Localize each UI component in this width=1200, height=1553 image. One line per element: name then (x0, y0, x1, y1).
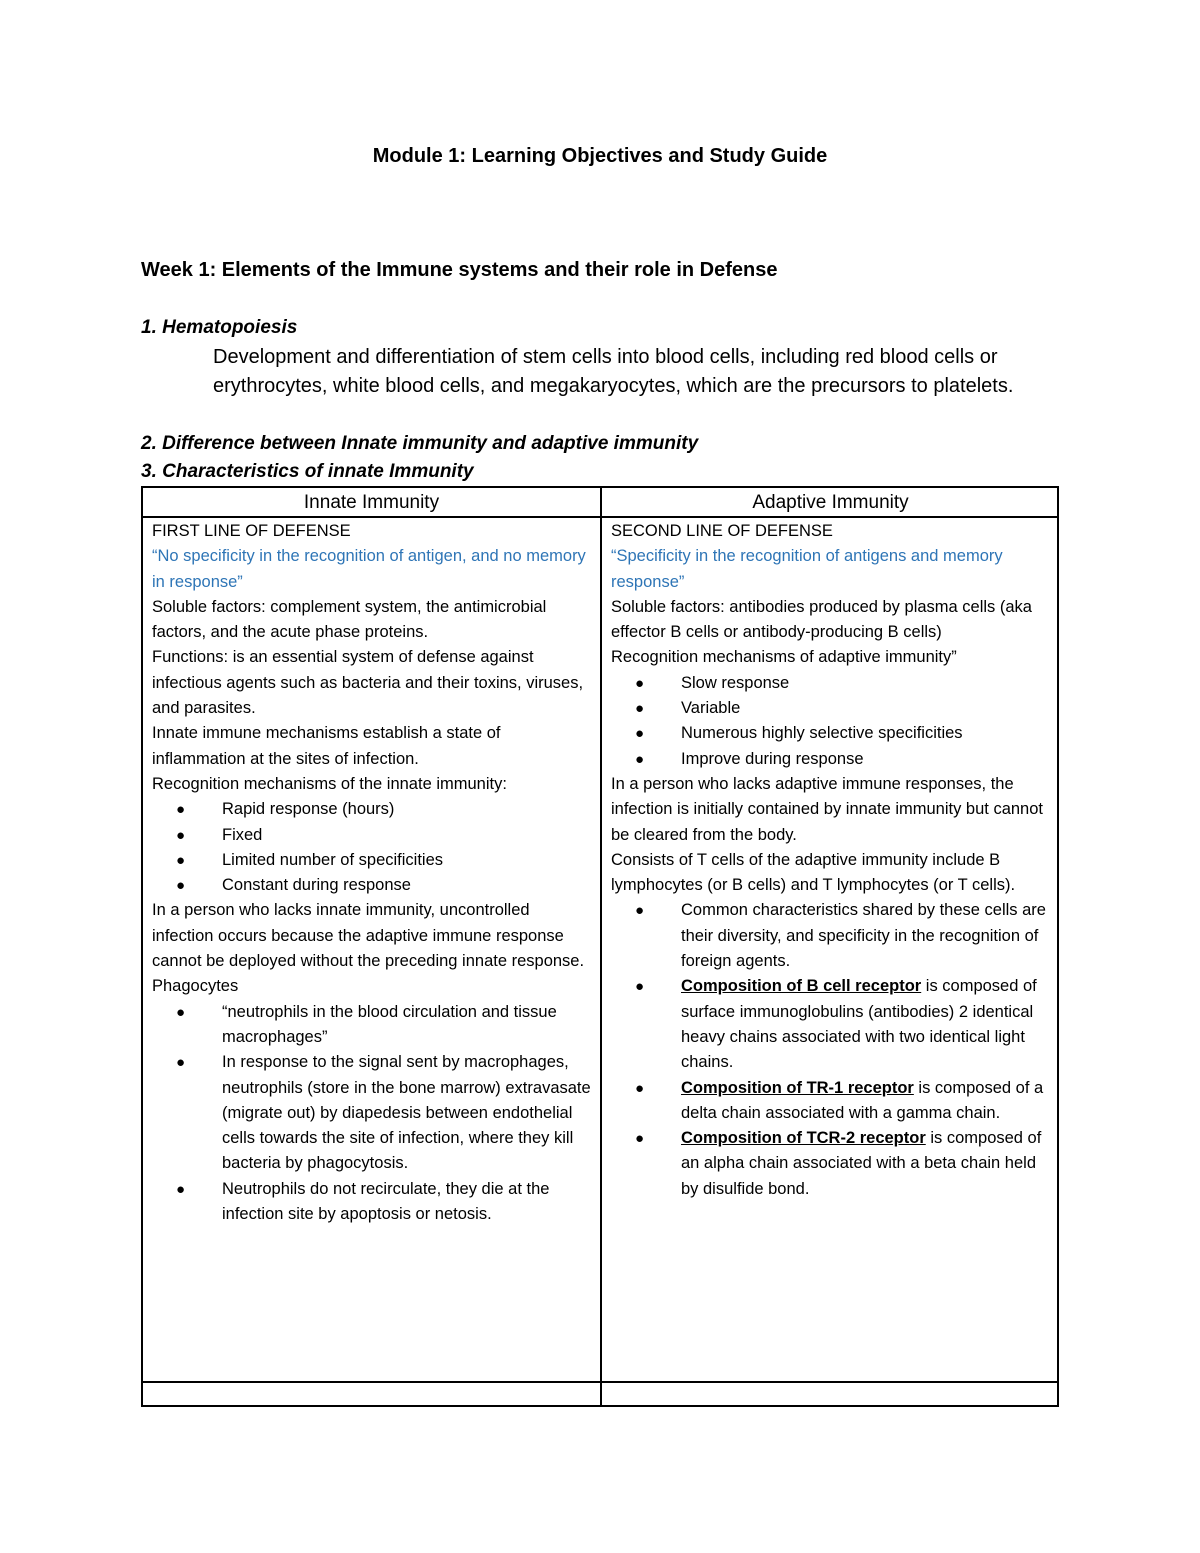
tcr2-label: Composition of TCR-2 receptor (681, 1129, 926, 1148)
innate-inflammation: Innate immune mechanisms establish a state of inflammation at the sites of infection. (152, 724, 501, 768)
bcr-text: is composed of surface immunoglobulins (antibodies) 2 identical heavy chains associated with two identical light chains. (681, 977, 1037, 1072)
adaptive-recognition-heading: Recognition mechanisms of adaptive immunity” (611, 648, 957, 667)
objective-number: 1. (141, 317, 157, 338)
list-item: ● Neutrophils do not recirculate, they die at the infection site by apoptosis or netosis. (152, 1177, 592, 1228)
list-item (611, 1076, 1051, 1127)
footer-row-divider (143, 1381, 1057, 1383)
adaptive-soluble-factors: Soluble factors: antibodies produced by plasma cells (aka effector B cells or antibody-producing B cells) (611, 597, 1032, 642)
adaptive-consists-text: Consists of T cells of the adaptive immunity include B lymphocytes (or B cells) and T lymphocytes (or T cells). (611, 850, 1016, 895)
list-item: ● Numerous highly selective specificities (611, 721, 1051, 746)
objective-label: Characteristics of innate Immunity (162, 461, 474, 482)
bullet-icon: ● (176, 851, 186, 869)
bullet-icon: ● (635, 1130, 645, 1148)
bullet-icon: ● (176, 1054, 186, 1072)
list-item: ● Limited number of specificities (152, 848, 592, 873)
adaptive-lacks-text: In a person who lacks adaptive immune responses, the infection is initially contained by innate immunity but cannot be cleared from the body. (611, 774, 1043, 844)
tr1-label: Composition of TR-1 receptor (681, 1078, 914, 1097)
hematopoiesis-definition: Development and differentiation of stem cells into blood cells, including red blood cells or erythrocytes, white blood cells, and megakaryocytes, which are the precursors to platelets. (213, 346, 1014, 397)
objective-2 (141, 431, 698, 457)
bullet-icon: ● (635, 902, 645, 920)
list-item (611, 1126, 1051, 1202)
column-divider (600, 488, 602, 1405)
innate-recognition-heading: Recognition mechanisms of the innate immunity: (152, 774, 507, 793)
bullet-icon: ● (176, 801, 186, 819)
comparison-table (141, 486, 1059, 1407)
phagocytes-list (152, 1000, 592, 1228)
objective-number: 3. (141, 461, 157, 482)
list-item: ● Constant during response (152, 873, 592, 898)
adaptive-quote: “Specificity in the recognition of antigens and memory response” (611, 547, 1003, 591)
bullet-icon: ● (635, 700, 645, 718)
objective-number: 2. (141, 433, 157, 454)
list-item: ● Variable (611, 696, 1051, 721)
list-item: ● Improve during response (611, 747, 1051, 772)
innate-lacks-text: In a person who lacks innate immunity, uncontrolled infection occurs because the adaptive immune response cannot be deployed without the preceding innate response. (152, 901, 585, 971)
phagocytes-heading: Phagocytes (152, 977, 239, 996)
objective-1 (141, 315, 297, 341)
bullet-icon: ● (176, 877, 186, 895)
bullet-icon: ● (635, 750, 645, 768)
adaptive-immunity-cell (611, 519, 1051, 1202)
list-item: ● Fixed (152, 823, 592, 848)
innate-quote: “No specificity in the recognition of antigen, and no memory in response” (152, 547, 586, 591)
week-heading: Week 1: Elements of the Immune systems and their role in Defense (141, 259, 778, 281)
list-item: ● Slow response (611, 671, 1051, 696)
objective-3 (141, 459, 474, 485)
innate-recognition-list (152, 797, 592, 898)
innate-functions: Functions: is an essential system of defense against infectious agents such as bacteria and their toxins, viruses, and parasites. (152, 648, 584, 718)
bullet-icon: ● (635, 978, 645, 996)
page-title: Module 1: Learning Objectives and Study Guide (372, 145, 828, 167)
adaptive-recognition-list (611, 671, 1051, 772)
adaptive-line-of-defense: SECOND LINE OF DEFENSE (611, 522, 833, 540)
list-item: ● In response to the signal sent by macrophages, neutrophils (store in the bone marrow) extravasate (migrate out) by diapedesis between endothelial cells towards the site of infection, where they kill bacteria by phagocytosis. (152, 1050, 592, 1176)
bullet-icon: ● (176, 826, 186, 844)
header-adaptive-immunity: Adaptive Immunity (752, 492, 909, 513)
bullet-icon: ● (635, 725, 645, 743)
adaptive-characteristics-list (611, 898, 1051, 1202)
innate-line-of-defense: FIRST LINE OF DEFENSE (152, 522, 351, 540)
list-item: ● Rapid response (hours) (152, 797, 592, 822)
list-item (611, 974, 1051, 1075)
bullet-icon: ● (635, 674, 645, 692)
list-item: ● “neutrophils in the blood circulation and tissue macrophages” (152, 1000, 592, 1051)
innate-soluble-factors: Soluble factors: complement system, the antimicrobial factors, and the acute phase proteins. (152, 597, 547, 642)
bullet-icon: ● (176, 1180, 186, 1198)
header-innate-immunity: Innate Immunity (303, 492, 440, 513)
objective-label: Difference between Innate immunity and adaptive immunity (162, 433, 699, 454)
header-divider (143, 516, 1057, 518)
bullet-icon: ● (635, 1079, 645, 1097)
tr1-text: is composed of a delta chain associated with a gamma chain. (681, 1078, 1044, 1122)
list-item: ● Common characteristics shared by these cells are their diversity, and specificity in the recognition of foreign agents. (611, 898, 1051, 974)
innate-immunity-cell (152, 519, 592, 1227)
tcr2-text: is composed of an alpha chain associated with a beta chain held by disulfide bond. (681, 1129, 1042, 1198)
objective-label: Hematopoiesis (162, 317, 298, 338)
bcr-label: Composition of B cell receptor (681, 977, 922, 996)
bullet-icon: ● (176, 1003, 186, 1021)
